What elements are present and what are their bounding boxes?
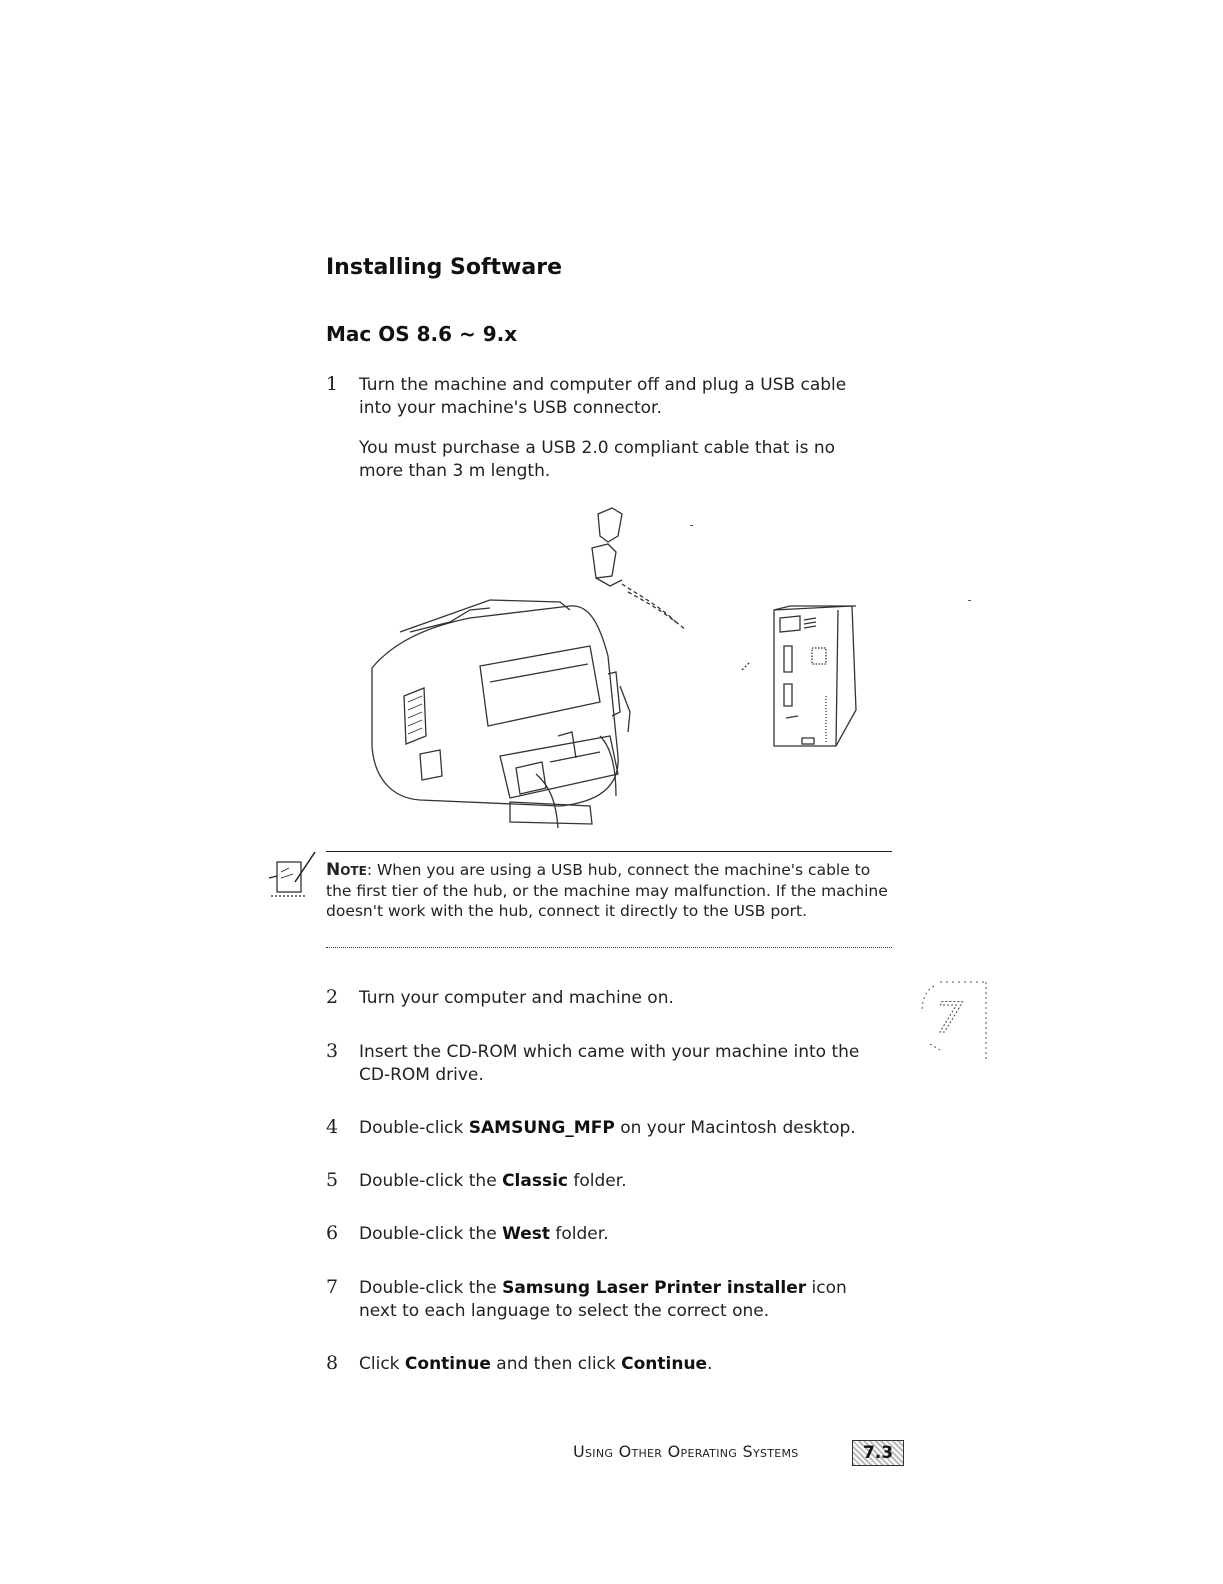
step-bold-term: Continue [621,1354,708,1374]
step-text-1 [359,374,879,420]
step-text-run: and then click [490,1354,622,1374]
scan-speck [690,525,693,526]
note-bottom-rule [326,947,892,948]
step-text-run: . [707,1354,713,1374]
step-bold-term: West [502,1224,550,1244]
subsection-heading: Mac OS 8.6 ~ 9.x [326,322,518,346]
step-text-run: Turn the machine and computer off and plug a USB cable into your machine's USB connector. [359,375,847,418]
step-number-6: 6 [326,1222,339,1244]
step-text-5 [359,1170,889,1193]
step-text-run: folder. [568,1171,627,1191]
step-text-3 [359,1041,889,1087]
step-bold-term: Classic [502,1171,568,1191]
step-text-run: Double-click [359,1118,469,1138]
step-text-4 [359,1117,899,1140]
chapter-tab [920,980,998,1064]
step-text-2 [359,987,889,1010]
step-text-run: icon next to each language to select the correct one. [359,1278,847,1321]
chapter-tab-number: 7 [936,993,963,1042]
usb-connection-illustration [360,506,880,828]
footer-section-title: Using Other Operating Systems [573,1442,799,1461]
step-bold-term: Samsung Laser Printer installer [502,1278,807,1298]
step-text-6 [359,1223,889,1246]
step-number-1: 1 [326,373,339,395]
step-text-run: on your Macintosh desktop. [614,1118,856,1138]
step-number-3: 3 [326,1040,339,1062]
step-text-run: folder. [550,1224,609,1244]
step-bold-term: SAMSUNG_MFP [468,1118,615,1138]
step-1-extra: You must purchase a USB 2.0 compliant cable that is no more than 3 m length. [359,438,835,481]
step-text-8 [359,1353,889,1376]
step-text-run: Insert the CD-ROM which came with your machine into the CD-ROM drive. [359,1042,860,1085]
step-text-7 [359,1277,869,1323]
step-text-run: Double-click the [359,1171,503,1191]
section-heading: Installing Software [326,255,562,280]
page-number: 7.3 [852,1440,904,1466]
step-bold-term: Continue [404,1354,491,1374]
step-number-2: 2 [326,986,339,1008]
note-icon [265,848,321,908]
step-text-run: Turn your computer and machine on. [359,988,674,1008]
step-number-8: 8 [326,1352,339,1374]
note-label: Note [326,860,367,880]
note-body: : When you are using a USB hub, connect the machine's cable to the first tier of the hub, or the machine may malfunction. If the machine doesn't work with the hub, connect it directly to the USB port. [326,861,888,920]
step-text-run: Double-click the [359,1278,503,1298]
note-top-rule [326,851,892,852]
step-number-4: 4 [326,1116,339,1138]
step-number-7: 7 [326,1276,339,1298]
step-text-run: Click [359,1354,405,1374]
scan-speck [968,600,971,601]
step-number-5: 5 [326,1169,339,1191]
chapter-tab-outline [920,980,998,1064]
note-text [326,860,892,922]
step-text-run: Double-click the [359,1224,503,1244]
